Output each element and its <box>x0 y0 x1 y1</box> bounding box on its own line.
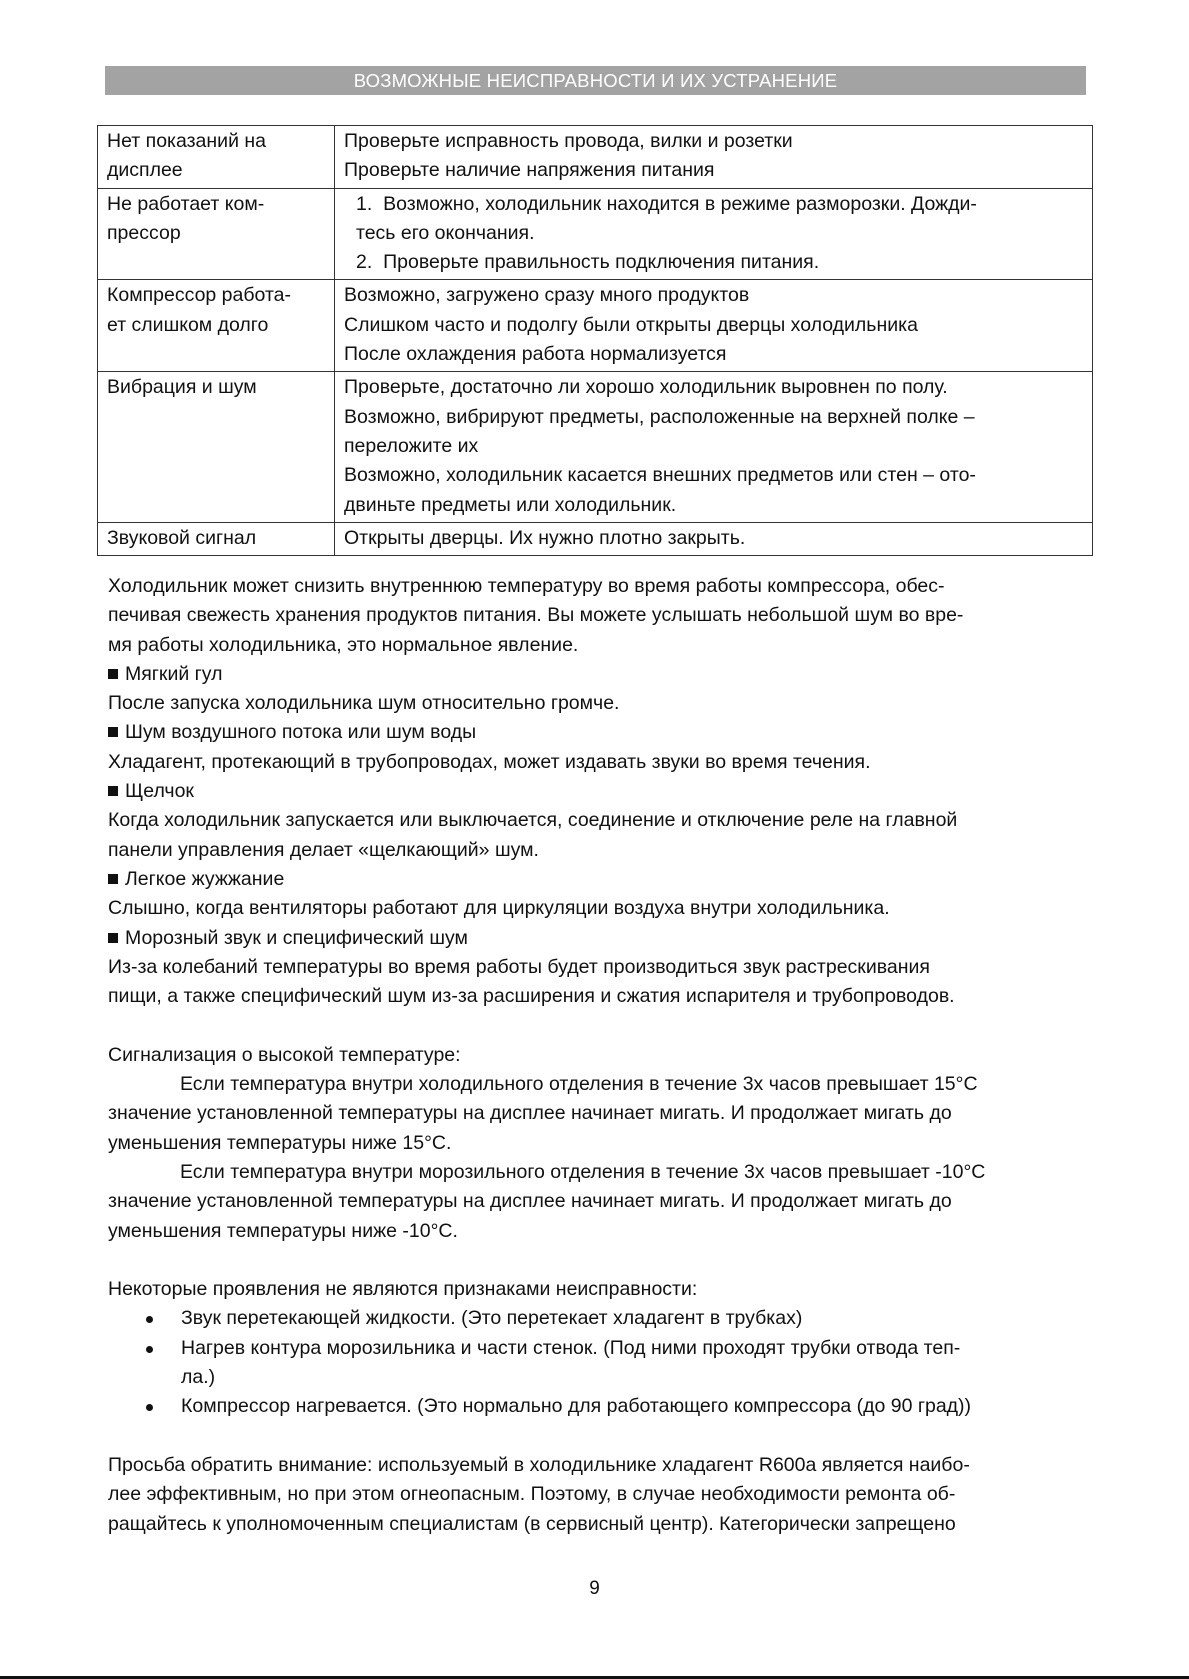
noise-description: Из-за колебаний температуры во время работы будет производиться звук растрескивания <box>108 955 930 978</box>
intro-line: печивая свежесть хранения продуктов питания. Вы можете услышать небольшой шум во вре- <box>108 604 964 627</box>
notice-line: лее эффективным, но при этом огнеопасным. Поэтому, в случае необходимости ремонта об- <box>108 1483 956 1506</box>
noise-heading <box>108 718 1083 747</box>
numbered-item-continuation <box>344 219 1083 248</box>
noise-title: Морозный звук и специфический шум <box>125 926 468 949</box>
alarm-heading: Сигнализация о высокой температуре: <box>108 1043 461 1066</box>
page-number: 9 <box>589 1578 600 1599</box>
table-row <box>98 188 1093 280</box>
problem-cell <box>98 126 335 189</box>
noise-description: Когда холодильник запускается или выключается, соединение и отключение реле на главной <box>108 809 958 832</box>
problem-cell <box>98 280 335 372</box>
list-item-text: Звук перетекающей жидкости. (Это перетекает хладагент в трубках) <box>181 1307 803 1330</box>
square-bullet-icon <box>108 786 118 796</box>
noise-title: Шум воздушного потока или шум воды <box>125 721 477 744</box>
noise-title: Щелчок <box>125 780 194 803</box>
noise-description: пищи, а также специфический шум из-за расширения и сжатия испарителя и трубопроводов. <box>108 985 955 1008</box>
alarm-fridge-line: уменьшения температуры ниже 15°С. <box>108 1131 452 1154</box>
spacer <box>108 1011 1083 1040</box>
solution-cell <box>335 372 1093 522</box>
problem-cell <box>98 372 335 522</box>
problem-text: Не работает ком- <box>107 192 265 215</box>
bullet-dot-icon <box>146 1316 153 1323</box>
solution-cell <box>335 188 1093 280</box>
solution-text: двиньте предметы или холодильник. <box>344 493 677 516</box>
problem-text: Вибрация и шум <box>107 376 257 399</box>
square-bullet-icon <box>108 933 118 943</box>
noise-description: Хладагент, протекающий в трубопроводах, может издавать звуки во время течения. <box>108 750 871 773</box>
solution-text: Слишком часто и подолгу были открыты дверцы холодильника <box>344 313 918 336</box>
list-item-continuation <box>108 1363 1083 1392</box>
numbered-item <box>344 190 1083 219</box>
numbered-item <box>344 248 1083 277</box>
noise-heading <box>108 660 1083 689</box>
table-row <box>98 522 1093 555</box>
solution-text: Возможно, вибрируют предметы, расположенные на верхней полке – <box>344 405 975 428</box>
square-bullet-icon <box>108 727 118 737</box>
solution-text: Открыты дверцы. Их нужно плотно закрыть. <box>344 526 746 549</box>
noise-heading <box>108 777 1083 806</box>
solution-cell <box>335 522 1093 555</box>
problem-text: Звуковой сигнал <box>107 526 257 549</box>
noise-heading <box>108 865 1083 894</box>
item-number: 2. <box>356 251 373 274</box>
body-text <box>108 572 1083 1539</box>
table-row <box>98 126 1093 189</box>
square-bullet-icon <box>108 874 118 884</box>
solution-text: Проверьте, достаточно ли хорошо холодильник выровнен по полу. <box>344 376 948 399</box>
noise-description: панели управления делает «щелкающий» шум. <box>108 838 539 861</box>
alarm-fridge-line: значение установленной температуры на дисплее начинает мигать. И продолжает мигать до <box>108 1102 952 1125</box>
list-item-text: Нагрев контура морозильника и части стенок. (Под ними проходят трубки отвода теп- <box>181 1336 961 1359</box>
solution-text: Возможно, холодильник касается внешних предметов или стен – ото- <box>344 464 976 487</box>
list-item-text: ла.) <box>181 1366 216 1389</box>
list-item <box>108 1334 1083 1363</box>
table-row <box>98 280 1093 372</box>
solution-text: Возможно, загружено сразу много продуктов <box>344 284 750 307</box>
item-text: Проверьте правильность подключения питания. <box>383 251 820 274</box>
noise-description: Слышно, когда вентиляторы работают для циркуляции воздуха внутри холодильника. <box>108 897 890 920</box>
problem-text: Нет показаний на <box>107 130 266 152</box>
alarm-freezer-line: Если температура внутри морозильного отделения в течение 3х часов превышает -10°С <box>180 1160 986 1183</box>
problem-cell <box>98 188 335 280</box>
square-bullet-icon <box>108 669 118 679</box>
solution-text: переложите их <box>344 434 479 457</box>
alarm-freezer-line: уменьшения температуры ниже -10°С. <box>108 1219 458 1242</box>
not-faults-list <box>108 1304 1083 1421</box>
problem-cell <box>98 522 335 555</box>
list-item <box>108 1392 1083 1421</box>
list-item-text: Компрессор нагревается. (Это нормально для работающего компрессора (до 90 град)) <box>181 1395 972 1418</box>
alarm-fridge-line: Если температура внутри холодильного отделения в течение 3х часов превышает 15°С <box>180 1073 978 1096</box>
noise-title: Легкое жужжание <box>125 867 285 890</box>
notice-line: ращайтесь к уполномоченным специалистам (в сервисный центр). Категорически запрещено <box>108 1512 956 1535</box>
solution-cell <box>335 280 1093 372</box>
solution-cell <box>335 126 1093 189</box>
item-text: Возможно, холодильник находится в режиме разморозки. Дожди- <box>383 192 977 215</box>
list-item <box>108 1304 1083 1333</box>
problem-text: ет слишком долго <box>107 313 269 336</box>
notice-line: Просьба обратить внимание: используемый в холодильнике хладагент R600a является наибо- <box>108 1453 970 1476</box>
noise-description: После запуска холодильника шум относительно громче. <box>108 692 620 715</box>
item-number: 1. <box>356 192 373 215</box>
problem-text: Компрессор работа- <box>107 284 292 307</box>
problem-text: дисплее <box>107 159 183 182</box>
section-header: ВОЗМОЖНЫЕ НЕИСПРАВНОСТИ И ИХ УСТРАНЕНИЕ <box>105 66 1086 95</box>
spacer <box>108 1246 1083 1275</box>
bullet-dot-icon <box>146 1404 153 1411</box>
noise-title: Мягкий гул <box>125 662 223 685</box>
alarm-freezer-line: значение установленной температуры на дисплее начинает мигать. И продолжает мигать до <box>108 1190 952 1213</box>
item-text: тесь его окончания. <box>356 221 535 244</box>
problem-text: прессор <box>107 221 181 244</box>
bullet-dot-icon <box>146 1346 153 1353</box>
troubleshooting-table <box>97 125 1093 556</box>
noise-heading <box>108 924 1083 953</box>
solution-text: Проверьте наличие напряжения питания <box>344 159 715 182</box>
solution-text: Проверьте исправность провода, вилки и розетки <box>344 130 793 152</box>
intro-line: мя работы холодильника, это нормальное явление. <box>108 633 579 656</box>
intro-line: Холодильник может снизить внутреннюю температуру во время работы компрессора, обес- <box>108 575 945 597</box>
spacer <box>108 1422 1083 1451</box>
not-faults-heading: Некоторые проявления не являются признаками неисправности: <box>108 1278 698 1301</box>
table-row <box>98 372 1093 522</box>
solution-text: После охлаждения работа нормализуется <box>344 343 727 366</box>
